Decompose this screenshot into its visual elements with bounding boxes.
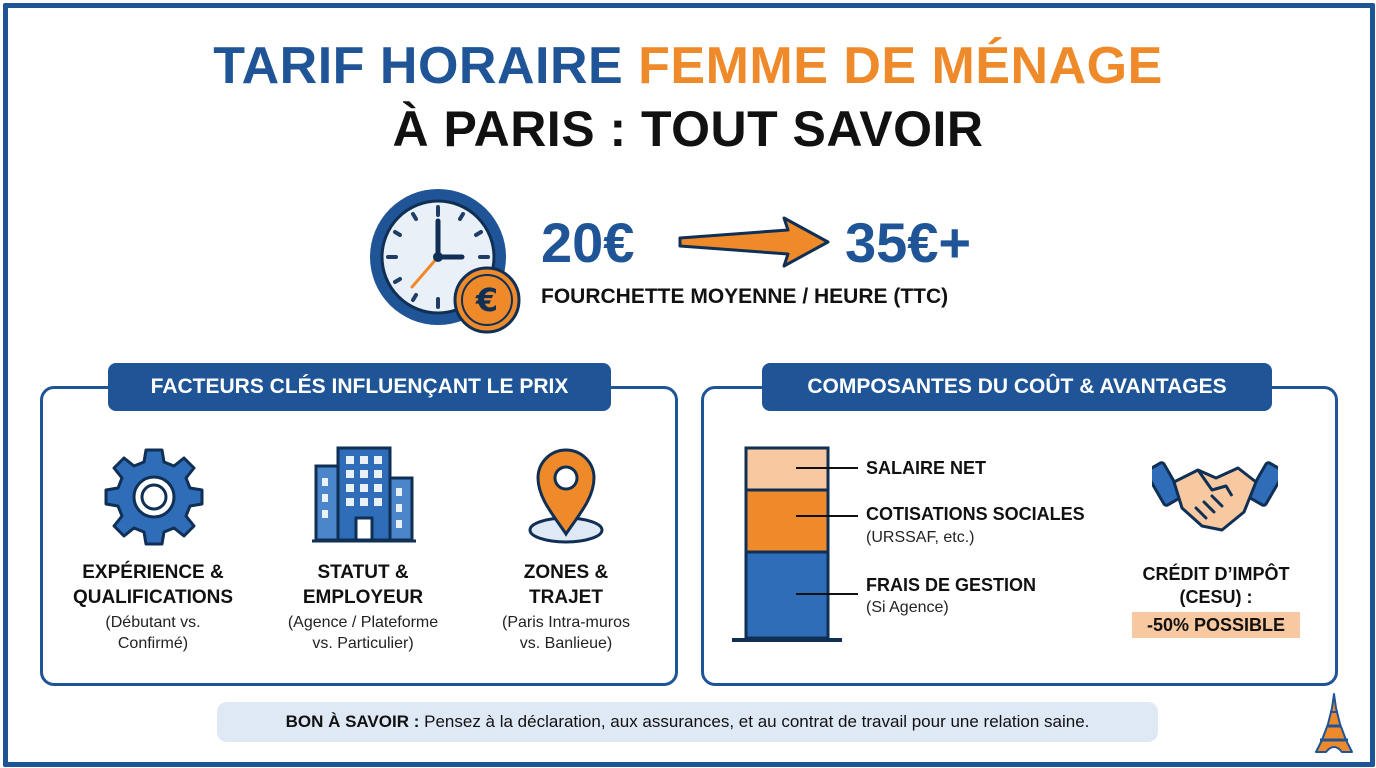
factor-title-line: EMPLOYEUR bbox=[302, 587, 424, 608]
factor-sub-experience bbox=[43, 612, 263, 654]
factor-sub-line: (Débutant vs. bbox=[105, 614, 201, 631]
tip-banner bbox=[217, 702, 1158, 742]
factor-sub-line: vs. Particulier) bbox=[312, 635, 414, 652]
euro-coin-icon bbox=[455, 268, 519, 332]
tax-credit-title-line: CRÉDIT D’IMPÔT bbox=[1142, 564, 1290, 584]
factor-title-line: STATUT & bbox=[317, 562, 409, 583]
tip-label: BON À SAVOIR : bbox=[285, 712, 420, 731]
cost-sub-cotisations: (URSSAF, etc.) bbox=[866, 529, 975, 546]
factor-sub-line: Confirmé) bbox=[117, 635, 189, 652]
arrow-right-icon bbox=[676, 212, 836, 272]
factor-sub-line: (Agence / Plateforme bbox=[287, 614, 439, 631]
factor-title-line: TRAJET bbox=[529, 587, 603, 608]
factor-title-line: QUALIFICATIONS bbox=[72, 587, 234, 608]
gear-icon bbox=[104, 446, 204, 546]
costs-heading: COMPOSANTES DU COÛT & AVANTAGES bbox=[762, 363, 1272, 411]
factor-title-status bbox=[253, 560, 473, 610]
factor-sub-status bbox=[253, 612, 473, 654]
cost-stack-bar bbox=[730, 444, 862, 644]
cost-label-frais: FRAIS DE GESTION bbox=[866, 575, 1037, 595]
title-part-2: FEMME DE MÉNAGE bbox=[638, 37, 1163, 95]
factors-heading: FACTEURS CLÉS INFLUENÇANT LE PRIX bbox=[108, 363, 611, 411]
tax-credit-title-line: (CESU) : bbox=[1179, 587, 1253, 607]
clock-icon bbox=[366, 185, 526, 337]
factor-title-line: EXPÉRIENCE & bbox=[82, 562, 224, 583]
factor-title-zones bbox=[456, 560, 676, 610]
cost-label-cotisations: COTISATIONS SOCIALES bbox=[866, 504, 1085, 524]
tax-credit-badge: -50% POSSIBLE bbox=[1132, 612, 1300, 638]
price-range-caption: FOURCHETTE MOYENNE / HEURE (TTC) bbox=[541, 285, 949, 308]
cost-label-salaire: SALAIRE NET bbox=[866, 458, 987, 478]
factor-sub-zones bbox=[456, 612, 676, 654]
tax-credit-title bbox=[1108, 563, 1324, 609]
cost-sub-frais: (Si Agence) bbox=[866, 599, 949, 616]
segment-cotisations bbox=[746, 490, 828, 552]
tip-text: Pensez à la déclaration, aux assurances, et au contrat de travail pour une relation saine. bbox=[419, 712, 1090, 731]
handshake-icon bbox=[1152, 452, 1278, 538]
svg-text:€: € bbox=[475, 281, 499, 319]
price-to: 35€+ bbox=[845, 211, 972, 274]
title-part-1: TARIF HORAIRE bbox=[213, 37, 624, 95]
eiffel-tower-icon bbox=[1314, 692, 1354, 754]
factor-title-experience bbox=[43, 560, 263, 610]
factor-sub-line: vs. Banlieue) bbox=[519, 635, 613, 652]
page-title-line-1 bbox=[0, 36, 1376, 96]
building-icon bbox=[312, 444, 416, 546]
page-title-line-2: À PARIS : TOUT SAVOIR bbox=[392, 101, 984, 157]
factor-sub-line: (Paris Intra-muros bbox=[501, 614, 631, 631]
price-from: 20€ bbox=[541, 211, 635, 274]
location-pin-icon bbox=[526, 446, 606, 544]
factor-title-line: ZONES & bbox=[523, 562, 609, 583]
